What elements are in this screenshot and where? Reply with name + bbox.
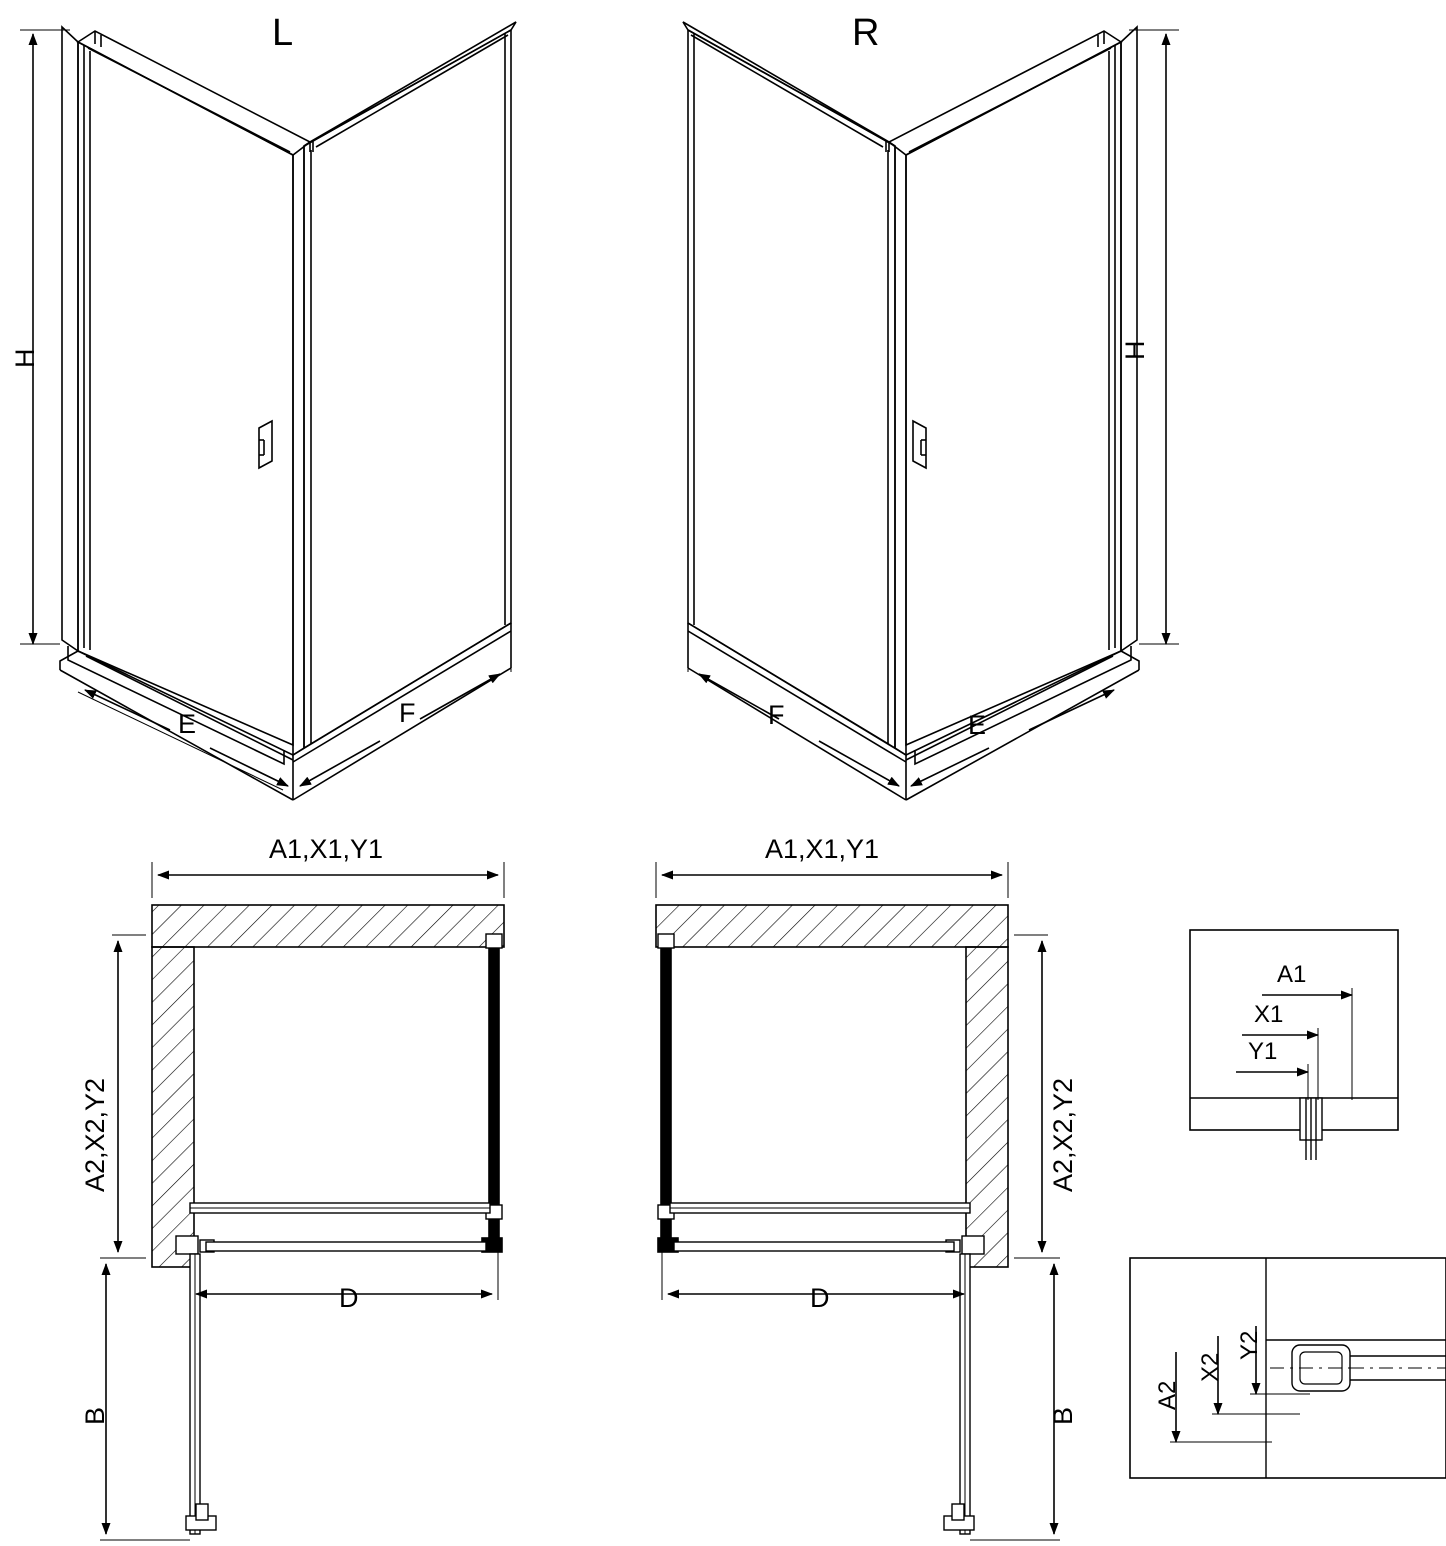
iso-left-label-e: E	[178, 709, 197, 739]
iso-right-height-label: H	[1120, 340, 1150, 360]
plan-left	[100, 862, 504, 1540]
iso-right-label-e: E	[968, 710, 987, 740]
iso-left-variant-label: L	[272, 12, 294, 54]
iso-left-label-f: F	[399, 698, 416, 728]
iso-left-height-label: H	[10, 348, 40, 368]
plan-right-swing-dim-label: B	[1048, 1406, 1078, 1425]
dim-ef-right	[688, 631, 1114, 800]
plan-right-side-dim-label: A2,X2,Y2	[1048, 1077, 1078, 1192]
plan-left-top-dim-label: A1,X1,Y1	[269, 834, 384, 864]
plan-right-door-dim-label: D	[810, 1283, 830, 1313]
detail-bottom-dim-x2: X2	[1197, 1352, 1224, 1382]
detail-top-dim-y1: Y1	[1248, 1038, 1278, 1065]
iso-right-label-f: F	[768, 700, 785, 730]
detail-top-dim-x1: X1	[1254, 1001, 1284, 1028]
plan-left-door-dim-label: D	[339, 1283, 359, 1313]
iso-left-enclosure	[60, 22, 516, 800]
plan-left-swing-dim-label: B	[80, 1406, 110, 1425]
detail-bottom-dim-y2: Y2	[1236, 1330, 1263, 1360]
detail-bottom	[1130, 1258, 1446, 1478]
plan-right	[656, 862, 1060, 1540]
detail-top-dim-a1: A1	[1277, 961, 1307, 988]
iso-right-enclosure	[683, 22, 1139, 800]
detail-bottom-dim-a2: A2	[1154, 1380, 1181, 1410]
plan-right-top-dim-label: A1,X1,Y1	[765, 834, 880, 864]
iso-right-variant-label: R	[852, 12, 880, 54]
plan-left-side-dim-label: A2,X2,Y2	[80, 1077, 110, 1192]
